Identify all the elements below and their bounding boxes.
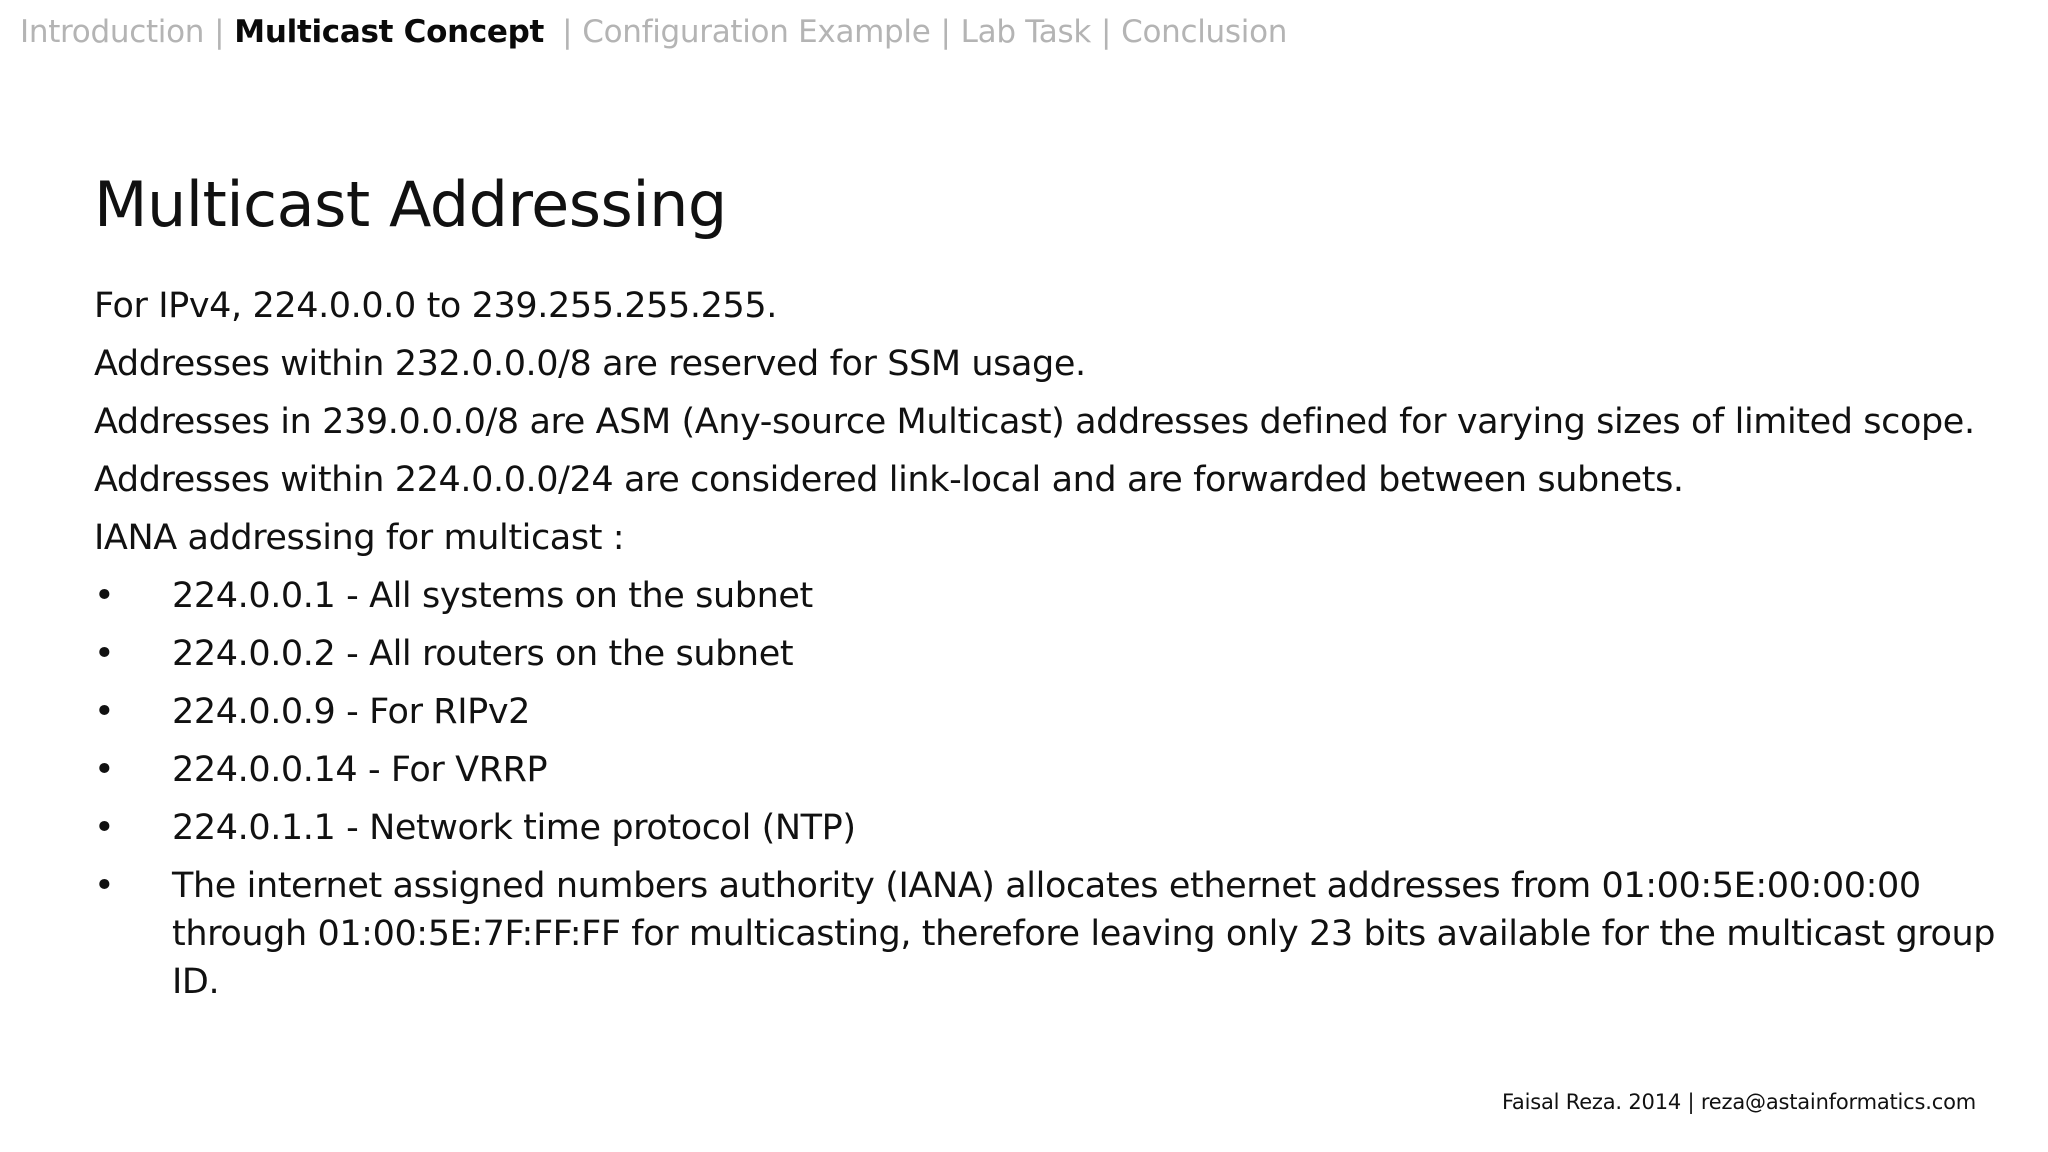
slide-footer: Faisal Reza. 2014 | reza@astainformatics.com: [1501, 1090, 1976, 1114]
list-item: [94, 630, 1924, 678]
list-item-text: 224.0.1.1 - Network time protocol (NTP): [172, 808, 856, 848]
nav-separator: |: [940, 14, 951, 50]
list-item-text: The internet assigned numbers authority (IANA) allocates ethernet addresses from 01:00:5E:00:00:00 through 01:00:5E:7F:FF:FF for multicasting, therefore leaving only 23 bits available for the multicast group ID.: [172, 866, 1996, 1002]
list-item: [94, 862, 1996, 1006]
paragraph-asm: Addresses in 239.0.0.0/8 are ASM (Any-source Multicast) addresses defined for varying sizes of limited scope.: [94, 402, 1975, 442]
list-item: [94, 688, 1924, 736]
list-item-text: 224.0.0.9 - For RIPv2: [172, 692, 531, 732]
nav-separator: |: [1100, 14, 1112, 50]
list-item-text: 224.0.0.2 - All routers on the subnet: [172, 634, 794, 674]
list-item-text: 224.0.0.14 - For VRRP: [172, 750, 548, 790]
list-item-text: 224.0.0.1 - All systems on the subnet: [172, 576, 813, 616]
nav-item-configuration-example[interactable]: Configuration Example: [582, 14, 931, 50]
nav-item-conclusion[interactable]: Conclusion: [1121, 14, 1288, 50]
nav-item-multicast-concept[interactable]: Multicast Concept: [234, 14, 545, 50]
list-item: [94, 746, 1924, 794]
section-navigation: [20, 10, 1287, 54]
nav-separator: |: [562, 14, 573, 50]
iana-address-list: [94, 572, 1996, 1006]
list-item: [94, 804, 1924, 852]
paragraph-ipv4-range: For IPv4, 224.0.0.0 to 239.255.255.255.: [94, 286, 777, 326]
bullet-icon: •: [94, 576, 115, 616]
bullet-icon: •: [94, 808, 115, 848]
list-item: [94, 572, 1924, 620]
nav-item-introduction[interactable]: Introduction: [20, 14, 205, 50]
nav-item-lab-task[interactable]: Lab Task: [960, 14, 1091, 50]
bullet-icon: •: [94, 692, 115, 732]
nav-separator: |: [214, 14, 225, 50]
slide-title: Multicast Addressing: [94, 168, 727, 241]
paragraph-ssm: Addresses within 232.0.0.0/8 are reserved for SSM usage.: [94, 344, 1086, 384]
paragraph-link-local: Addresses within 224.0.0.0/24 are considered link-local and are forwarded between subnets.: [94, 460, 1684, 500]
bullet-icon: •: [94, 750, 115, 790]
paragraph-iana-heading: IANA addressing for multicast :: [94, 518, 625, 558]
bullet-icon: •: [94, 634, 115, 674]
bullet-icon: •: [94, 866, 115, 906]
slide-body: [94, 282, 1996, 1016]
